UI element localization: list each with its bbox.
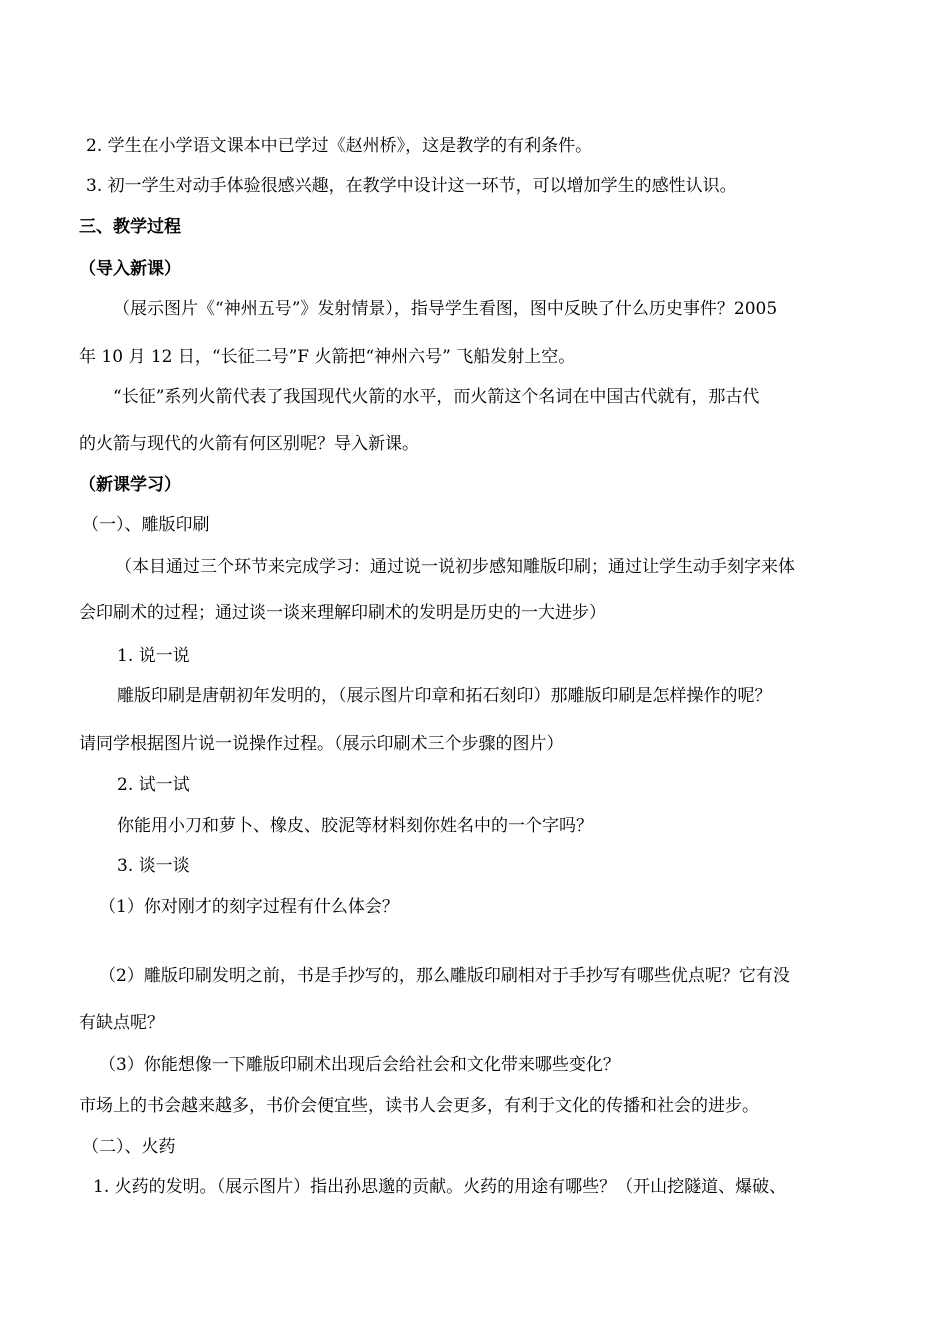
paragraph-intro-line2: 年 10 月 12 日，“长征二号”F 火箭把“神州六号” 飞船发射上空。 (79, 347, 576, 367)
paragraph-gunpowder: 1. 火药的发明。（展示图片）指出孙思邈的贡献。火药的用途有哪些？（开山挖隧道、爆破、 (93, 1177, 787, 1197)
question-1: （1）你对刚才的刻字过程有什么体会？ (99, 897, 399, 917)
list-item-2: 2. 学生在小学语文课本中已学过《赵州桥》，这是教学的有利条件。 (86, 136, 593, 156)
paragraph-talk-line2: 请同学根据图片说一说操作过程。（展示印刷术三个步骤的图片） (79, 734, 564, 754)
section-gunpowder: （二）、火药 (82, 1137, 176, 1157)
subheading-intro: （导入新课） (79, 259, 181, 279)
paragraph-rocket-line1: “长征”系列火箭代表了我国现代火箭的水平，而火箭这个名词在中国古代就有，那古代 (113, 387, 760, 407)
section-heading-teaching-process: 三、教学过程 (79, 217, 181, 237)
list-item-3: 3. 初一学生对动手体验很感兴趣，在教学中设计这一环节，可以增加学生的感性认识。 (86, 176, 737, 196)
step-talk: 1. 说一说 (117, 646, 190, 666)
question-2-line1: （2）雕版印刷发明之前，书是手抄写的，那么雕版印刷相对于手抄写有哪些优点呢？它有没 (99, 966, 790, 986)
paragraph-woodblock-line1: （本目通过三个环节来完成学习：通过说一说初步感知雕版印刷；通过让学生动手刻字来体 (115, 557, 795, 577)
question-2-line2: 有缺点呢？ (79, 1013, 164, 1033)
paragraph-rocket-line2: 的火箭与现代的火箭有何区别呢？导入新课。 (79, 434, 419, 454)
paragraph-try: 你能用小刀和萝卜、橡皮、胶泥等材料刻你姓名中的一个字吗？ (117, 816, 593, 836)
paragraph-talk-line1: 雕版印刷是唐朝初年发明的，（展示图片印章和拓石刻印）那雕版印刷是怎样操作的呢？ (117, 686, 772, 706)
paragraph-woodblock-line2: 会印刷术的过程；通过谈一谈来理解印刷术的发明是历史的一大进步） (79, 603, 606, 623)
question-3: （3）你能想像一下雕版印刷术出现后会给社会和文化带来哪些变化？ (99, 1055, 620, 1075)
step-try: 2. 试一试 (117, 775, 190, 795)
step-discuss: 3. 谈一谈 (117, 856, 190, 876)
section-woodblock-printing: （一）、雕版印刷 (82, 515, 210, 535)
paragraph-intro-line1: （展示图片《“神州五号”》发射情景），指导学生看图，图中反映了什么历史事件？2005 (113, 299, 778, 319)
answer-3: 市场上的书会越来越多，书价会便宜些，读书人会更多，有利于文化的传播和社会的进步。 (79, 1096, 759, 1116)
subheading-new-lesson: （新课学习） (79, 475, 181, 495)
